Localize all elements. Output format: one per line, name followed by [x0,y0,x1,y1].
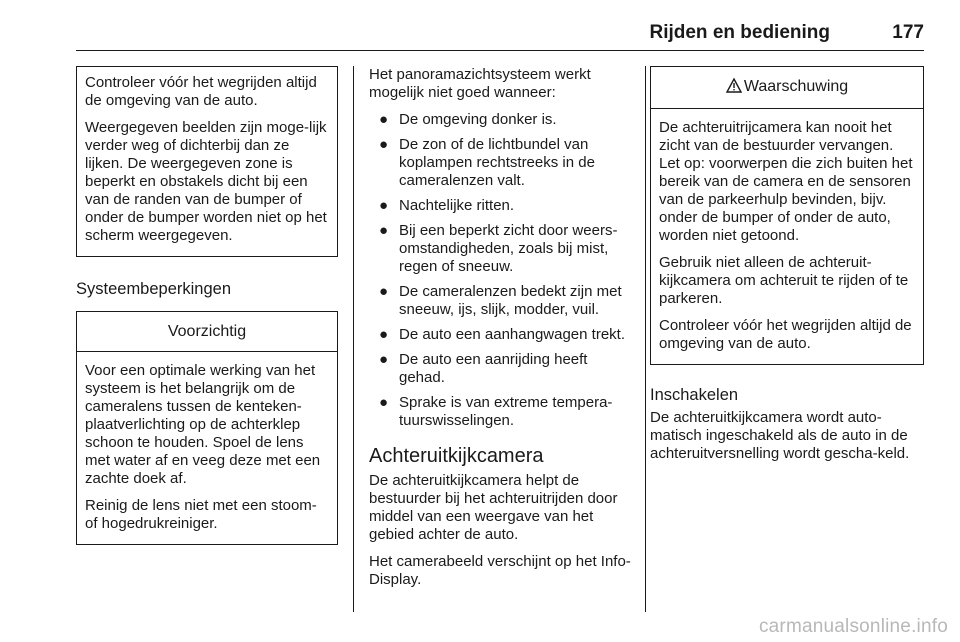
column-right [650,66,924,472]
warning-paragraph: Gebruik niet alleen de achteruit-kijkcamera om achteruit te rijden of te parkeren. [659,254,909,307]
list-item: ● De cameralenzen bedekt zijn met sneeuw, ijs, slijk, modder, vuil. [379,283,622,318]
limitations-list [369,111,635,430]
body-paragraph: Het camerabeeld verschijnt op het Info-Display. [369,553,631,588]
caution-paragraph: Reinig de lens niet met een stoom- of hogedrukreiniger. [85,497,317,532]
warning-box [650,66,924,365]
list-item: ● De omgeving donker is. [379,111,557,128]
list-item: ● Sprake is van extreme tempera-tuurswisselingen. [379,394,613,429]
list-item: ● Nachtelijke ritten. [379,197,515,214]
page-number: 177 [892,22,924,43]
column-divider [353,66,354,612]
list-item: ● De auto een aanhangwagen trekt. [379,326,626,343]
chapter-title: Rijden en bediening [649,22,830,43]
warning-triangle-icon [726,78,742,99]
column-middle [369,66,635,598]
notice-box [76,66,338,257]
body-paragraph: De achteruitkijkcamera helpt de bestuurder bij het achteruitrijden door middel van een weergave van het gebied achter de auto. [369,472,618,543]
warning-paragraph: De achteruitrijcamera kan nooit het zicht van de bestuurder vervangen. Let op: voorwerpen die zich buiten het bereik van de camera en de sensoren van de parkeerhulp bevinden, bijv. onder de bumper of onder de auto, worden niet getoond. [659,119,913,244]
notice-paragraph: Weergegeven beelden zijn moge-lijk verder weg of dichterbij dan ze lijken. De weergegeven zone is beperkt en obstakels dicht bij een van de randen van de bumper of onder de bumper worden niet op het scherm weergegeven. [85,119,327,244]
bullet-icon: ● [379,197,389,214]
section-heading-inschakelen: Inschakelen [650,386,739,404]
caution-box [76,311,338,545]
warning-header [651,67,923,109]
bullet-icon: ● [379,351,389,368]
column-left [76,66,338,545]
body-paragraph: De achteruitkijkcamera wordt auto-matisch ingeschakeld als de auto in de achteruitversnelling wordt gescha-keld. [650,409,910,462]
column-divider [645,66,646,612]
list-item: ● De zon of de lichtbundel van koplampen rechtstreeks in de cameralenzen valt. [379,136,595,189]
list-item: ● Bij een beperkt zicht door weers-omstandigheden, zoals bij mist, regen of sneeuw. [379,222,618,275]
bullet-icon: ● [379,283,389,300]
caution-title: Voorzichtig [77,312,337,352]
page-header [76,0,924,50]
list-item: ● De auto een aanrijding heeft gehad. [379,351,588,386]
bullet-icon: ● [379,394,389,411]
bullet-icon: ● [379,326,389,343]
warning-title: Waarschuwing [743,78,849,95]
warning-paragraph: Controleer vóór het wegrijden altijd de omgeving van de auto. [659,317,912,352]
bullet-icon: ● [379,111,389,128]
header-rule [76,50,924,51]
intro-paragraph: Het panoramazichtsysteem werkt mogelijk niet goed wanneer: [369,66,591,101]
section-heading-systeembeperkingen: Systeembeperkingen [76,280,232,298]
section-heading-achteruitkijkcamera: Achteruitkijkcamera [369,445,544,467]
bullet-icon: ● [379,222,389,239]
watermark: carmanualsonline.info [758,616,948,637]
notice-paragraph: Controleer vóór het wegrijden altijd de omgeving van de auto. [85,74,317,109]
caution-paragraph: Voor een optimale werking van het systeem is het belangrijk om de cameralens tussen de kenteken-plaatverlichting op de achterklep schoon te houden. Spoel de lens met water af en veeg deze met een zachte doek af. [85,362,321,487]
bullet-icon: ● [379,136,389,153]
